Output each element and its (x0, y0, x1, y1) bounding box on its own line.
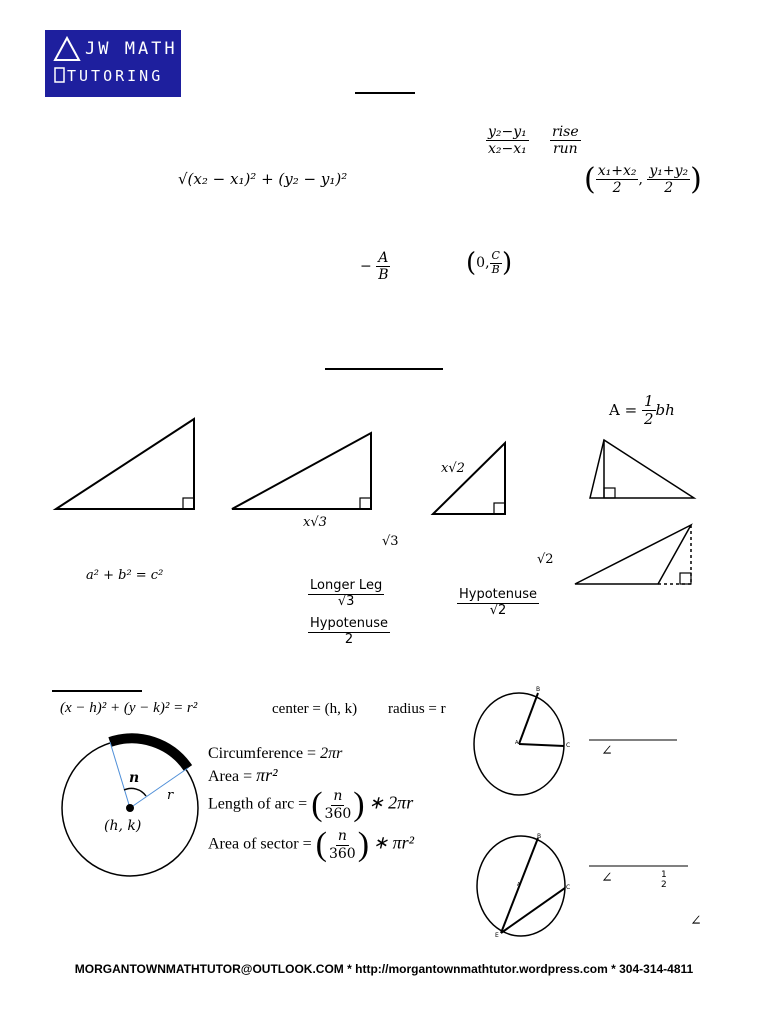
angle-symbol-2: ∠ (601, 870, 613, 886)
triangle-area-formula: A = $\frac{1}{2}$ bh (609, 392, 675, 429)
point-e-2: E (495, 932, 499, 939)
circle-radius: radius = r (388, 701, 446, 717)
inscribed-circle-2 (477, 836, 565, 936)
point-b-2: B (537, 833, 542, 840)
angle-n-label: n (129, 770, 140, 786)
distance-formula: √(x₂ − x₁)² + (y₂ − y₁)² (178, 170, 348, 188)
right-triangle-3 (433, 443, 505, 514)
slope-formula: $\frac{\text{y₂−y₁}}{\text{x₂−x₁}}$ (488, 124, 527, 158)
label-x-root3: x√3 (303, 515, 327, 530)
label-x-root2: x√2 (441, 461, 465, 476)
right-triangle-2 (232, 433, 371, 509)
point-a-1: A (515, 740, 519, 746)
right-triangle-1 (56, 419, 194, 509)
circle-area-formula: Area = πr² (208, 765, 278, 785)
arc-length-formula: Length of arc = ( $\frac{n}{360}$ ) ∗ 2πr (208, 786, 414, 823)
rise-over-run: $\frac{\text{rise}}{\text{run}}$ (552, 124, 579, 158)
sector-area-formula: Area of sector = ( $\frac{n}{360}$ ) ∗ πr² (208, 826, 415, 863)
inscribed-circle-1 (474, 693, 564, 795)
area-triangle-1 (590, 440, 694, 498)
midpoint-formula: ( $\frac{\text{x₁+x₂}}{2}$ , $\frac{\text{y₁+y₂}}{2}$ ) (584, 162, 702, 197)
point-b-1: B (536, 686, 541, 693)
footer-contact: MORGANTOWNMATHTUTOR@OUTLOOK.COM * http://morgantownmathtutor.wordpress.com * 304-314-4811 (74, 962, 694, 976)
point-a-2: A (517, 882, 521, 888)
point-c-1: C (566, 742, 571, 749)
area-triangle-2 (575, 525, 691, 584)
radius-r-label: r (167, 788, 174, 803)
circle-equation: (x − h)² + (y − k)² = r² (60, 700, 198, 716)
point-c-2: C (566, 884, 571, 891)
label-root3: √3 (382, 534, 399, 549)
angle-symbol-1: ∠ (601, 743, 613, 759)
hypotenuse-over-root2-fraction: $\frac{\text{Hypotenuse}}{√2}$ (459, 587, 538, 618)
x-intercept-formula: − $\frac{A}{B}$ (360, 250, 389, 284)
angle-symbol-3: ∠ (690, 913, 702, 929)
hypotenuse-over-2-fraction: $\frac{\text{Hypotenuse}}{2}$ (310, 616, 389, 647)
label-root2: √2 (537, 552, 554, 567)
circumference-formula: Circumference = 2πr (208, 745, 343, 762)
pythagorean-theorem: a² + b² = c² (86, 568, 164, 583)
circle-center: center = (h, k) (272, 701, 358, 717)
one-half-fraction: 1 2 (661, 870, 667, 891)
circle-diagram (62, 738, 198, 876)
center-hk-label: (h, k) (104, 818, 142, 834)
logo-line1: JW MATH (85, 39, 178, 59)
longer-leg-fraction: $\frac{\text{Longer Leg}}{√3}$ (310, 578, 383, 609)
logo-line2: TUTORING (67, 67, 164, 85)
y-intercept-formula: (0, $\frac{C}{B}$ ) (466, 248, 513, 278)
